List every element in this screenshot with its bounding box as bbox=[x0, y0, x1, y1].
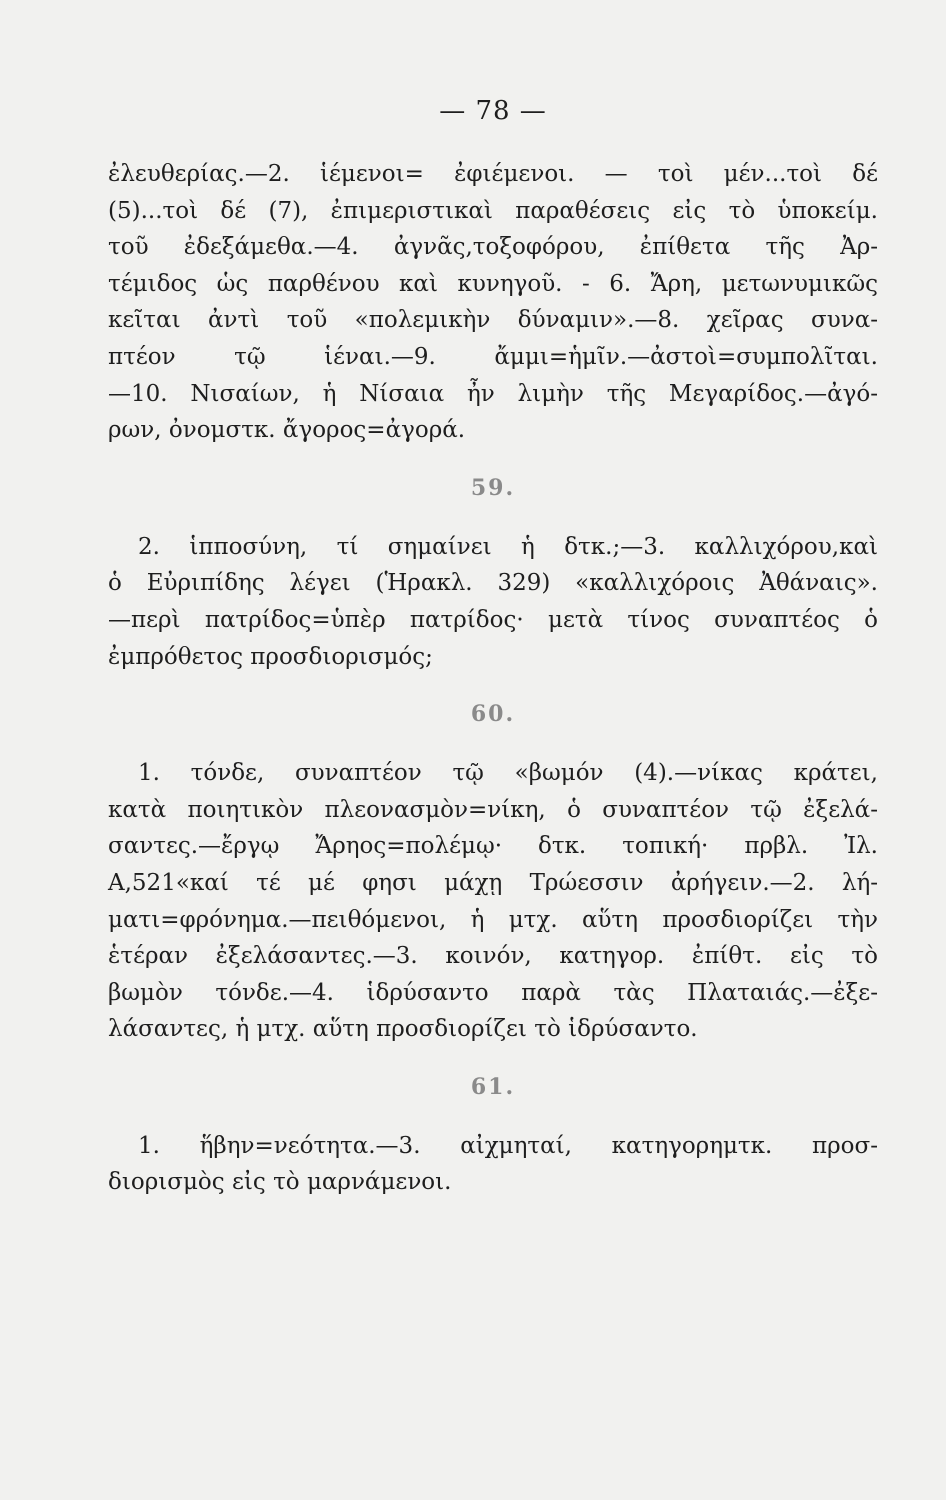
text-line: 2. ἱπποσύνη, τί σημαίνει ἡ δτκ.;—3. καλλιχόρου,καὶ bbox=[138, 533, 878, 560]
text-line: κατὰ ποιητικὸν πλεονασμὸν=νίκη, ὁ συναπτέον τῷ ἐξελά- bbox=[108, 796, 878, 823]
section-59-text bbox=[108, 529, 878, 675]
section-heading-59: 59. bbox=[470, 474, 516, 501]
section-continued-text bbox=[108, 156, 878, 449]
text-line: ὁ Εὐριπίδης λέγει (Ἡρακλ. 329) «καλλιχόροις Ἀθάναις». bbox=[108, 570, 878, 597]
text-line: ἑτέραν ἐξελάσαντες.—3. κοινόν, κατηγορ. ἐπίθτ. εἰς τὸ bbox=[108, 943, 878, 970]
text-line: ματι=φρόνημα.—πειθόμενοι, ἡ μτχ. αὕτη προσδιορίζει τὴν bbox=[108, 906, 878, 933]
section-heading-60: 60. bbox=[470, 701, 516, 728]
text-line: 1. ἥβην=νεότητα.—3. αἰχμηταί, κατηγορημτκ. προσ- bbox=[138, 1132, 878, 1159]
text-line: Α,521«καί τέ μέ φησι μάχῃ Τρώεσσιν ἀρήγειν.—2. λή- bbox=[108, 869, 878, 896]
book-page bbox=[108, 96, 878, 1201]
text-line: διορισμὸς εἰς τὸ μαρνάμενοι. bbox=[108, 1169, 452, 1196]
section-heading-61: 61. bbox=[470, 1073, 516, 1100]
text-line: σαντες.—ἔργῳ Ἄρηος=πολέμῳ· δτκ. τοπική· πρβλ. Ἰλ. bbox=[108, 833, 878, 860]
section-60-text bbox=[108, 755, 878, 1048]
text-line: ρων, ὀνομστκ. ἄγορος=ἀγορά. bbox=[108, 417, 466, 444]
text-line: (5)...τοὶ δέ (7), ἐπιμεριστικαὶ παραθέσεις εἰς τὸ ὑποκείμ. bbox=[108, 197, 878, 224]
text-line: τέμιδος ὡς παρθένου καὶ κυνηγοῦ. - 6. Ἄρη, μετωνυμικῶς bbox=[108, 270, 878, 297]
text-line: 1. τόνδε, συναπτέον τῷ «βωμόν (4).—νίκας κράτει, bbox=[138, 760, 878, 787]
text-line: ἐλευθερίας.—2. ἱέμενοι= ἐφιέμενοι. — τοὶ μέν...τοὶ δέ bbox=[108, 161, 878, 187]
text-line: πτέον τῷ ἱέναι.—9. ἄμμι=ἡμῖν.—ἀστοὶ=συμπολῖται. bbox=[108, 343, 878, 370]
text-line: —περὶ πατρίδος=ὑπὲρ πατρίδος· μετὰ τίνος συναπτέος ὁ bbox=[108, 606, 878, 633]
page-number: — 78 — bbox=[439, 96, 547, 126]
text-line: ἐμπρόθετος προσδιορισμός; bbox=[108, 643, 433, 670]
text-line: λάσαντες, ἡ μτχ. αὕτη προσδιορίζει τὸ ἱδρύσαντο. bbox=[108, 1016, 698, 1043]
section-61-text bbox=[108, 1128, 878, 1201]
text-line: τοῦ ἐδεξάμεθα.—4. ἀγνᾶς,τοξοφόρου, ἐπίθετα τῆς Ἀρ- bbox=[108, 234, 878, 261]
text-line: κεῖται ἀντὶ τοῦ «πολεμικὴν δύναμιν».—8. χεῖρας συνα- bbox=[108, 307, 878, 334]
text-line: βωμὸν τόνδε.—4. ἱδρύσαντο παρὰ τὰς Πλαταιάς.—ἐξε- bbox=[108, 979, 878, 1006]
text-line: —10. Νισαίων, ἡ Νίσαια ἦν λιμὴν τῆς Μεγαρίδος.—ἀγό- bbox=[108, 380, 878, 407]
